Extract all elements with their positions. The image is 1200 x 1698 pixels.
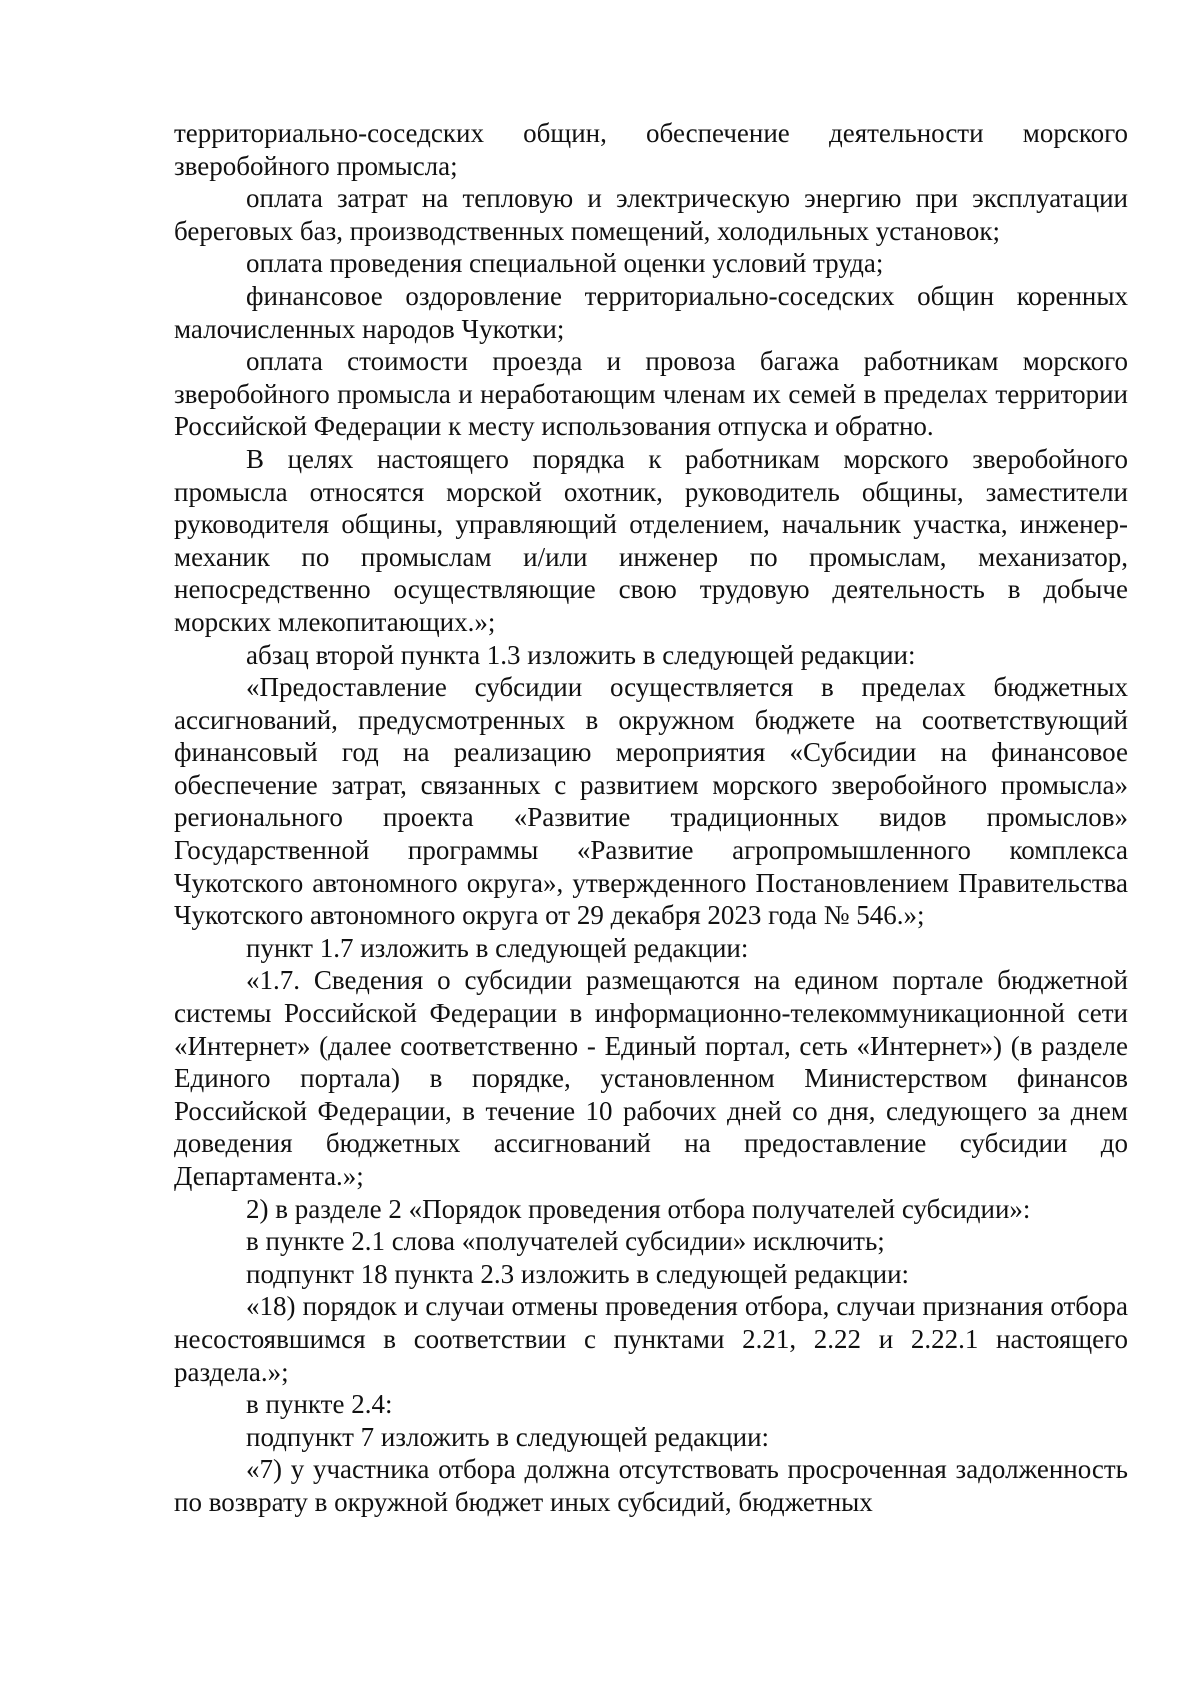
paragraph-financial-recovery: финансовое оздоровление территориально-соседских общин коренных малочисленных народов Чукотки;: [174, 280, 1128, 344]
paragraph-amend-2-1: в пункте 2.1 слова «получателей субсидии» исключить;: [246, 1226, 885, 1257]
paragraph-travel-costs: оплата стоимости проезда и провоза багажа работникам морского зверобойного промысла и неработающим членам их семей в пределах территории Российской Федерации к месту использования отпуска и обратно.: [174, 346, 1128, 442]
paragraph-subsidy-provision: «Предоставление субсидии осуществляется в пределах бюджетных ассигнований, предусмотренных в окружном бюджете на соответствующий финансовый год на реализацию мероприятия «Субсидии на финансовое обеспечение затрат, связанных с развитием морского зверобойного промысла» регионального проекта «Развитие традиционных видов промыслов» Государственной программы «Развитие агропромышленного комплекса Чукотского автономного округа», утвержденного Постановлением Правительства Чукотского автономного округа от 29 декабря 2023 года № 546.»;: [174, 672, 1128, 931]
paragraph-cancellation-cases: «18) порядок и случаи отмены проведения отбора, случаи признания отбора несостоявшимся в соответствии с пунктами 2.21, 2.22 и 2.22.1 настоящего раздела.»;: [174, 1291, 1128, 1387]
paragraph-amend-2-4: в пункте 2.4:: [246, 1389, 393, 1420]
paragraph-amend-1-7: пункт 1.7 изложить в следующей редакции:: [246, 932, 749, 963]
paragraph-continuation: территориально-соседских общин, обеспечение деятельности морского зверобойного промысла;: [174, 118, 1128, 181]
paragraph-amend-subitem-7: подпункт 7 изложить в следующей редакции:: [246, 1421, 770, 1452]
paragraph-amend-2-3: подпункт 18 пункта 2.3 изложить в следующей редакции:: [246, 1258, 910, 1289]
paragraph-section-2: 2) в разделе 2 «Порядок проведения отбора получателей субсидии»:: [246, 1193, 1031, 1224]
paragraph-labor-assessment: оплата проведения специальной оценки условий труда;: [246, 248, 884, 279]
paragraph-heat-energy: оплата затрат на тепловую и электрическую энергию при эксплуатации береговых баз, производственных помещений, холодильных установок;: [174, 183, 1128, 246]
paragraph-subsidy-info: «1.7. Сведения о субсидии размещаются на едином портале бюджетной системы Российской Федерации в информационно-телекоммуникационной сети «Интернет» (далее соответственно - Единый портал, сеть «Интернет») (в разделе Единого портала) в порядке, установленном Министерством финансов Российской Федерации, в течение 10 рабочих дней со дня, следующего за днем доведения бюджетных ассигнований на предоставление субсидии до Департамента.»;: [174, 965, 1128, 1191]
paragraph-amend-1-3: абзац второй пункта 1.3 изложить в следующей редакции:: [246, 639, 916, 670]
paragraph-workers-definition: В целях настоящего порядка к работникам морского зверобойного промысла относятся морской охотник, руководитель общины, заместители руководителя общины, управляющий отделением, начальник участка, инженер-механик по промыслам и/или инженер по промыслам, механизатор, непосредственно осуществляющие свою трудовую деятельность в добыче морских млекопитающих.»;: [174, 443, 1128, 637]
document-body: [174, 117, 1128, 1519]
paragraph-overdue-debt: «7) у участника отбора должна отсутствовать просроченная задолженность по возврату в окружной бюджет иных субсидий, бюджетных: [174, 1454, 1128, 1517]
